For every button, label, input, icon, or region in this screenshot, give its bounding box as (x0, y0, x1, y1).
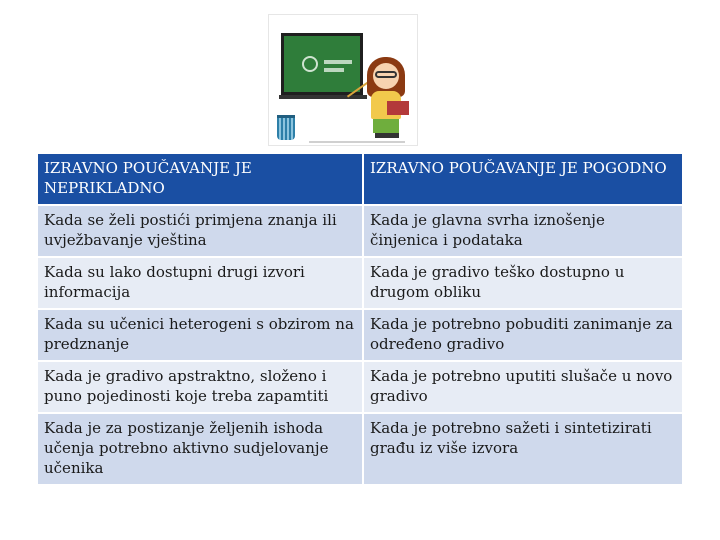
cell-suitable: Kada je potrebno uputiti slušače u novo gradivo (364, 362, 682, 412)
cell-suitable: Kada je gradivo teško dostupno u drugom obliku (364, 258, 682, 308)
illustration-caption (309, 141, 405, 143)
table-header-row (38, 154, 682, 204)
table-row (38, 206, 682, 256)
cell-unsuitable: Kada se želi postići primjena znanja ili uvježbavanje vještina (38, 206, 362, 256)
cell-suitable: Kada je potrebno sažeti i sintetizirati građu iz više izvora (364, 414, 682, 484)
teacher-glasses (375, 71, 397, 78)
cell-unsuitable: Kada je gradivo apstraktno, složeno i puno pojedinosti koje treba zapamtiti (38, 362, 362, 412)
board-logo-icon (302, 56, 318, 72)
board-tray (279, 95, 367, 99)
header-unsuitable: IZRAVNO POUČAVANJE JE NEPRIKLADNO (38, 154, 362, 204)
teacher-illustration (268, 14, 418, 146)
cell-unsuitable: Kada je za postizanje željenih ishoda učenja potrebno aktivno sudjelovanje učenika (38, 414, 362, 484)
table-row (38, 258, 682, 308)
cell-unsuitable: Kada su učenici heterogeni s obzirom na predznanje (38, 310, 362, 360)
blackboard (281, 33, 363, 95)
header-suitable: IZRAVNO POUČAVANJE JE POGODNO (364, 154, 682, 204)
cell-suitable: Kada je glavna svrha iznošenje činjenica i podataka (364, 206, 682, 256)
teacher-skirt (373, 119, 399, 133)
cell-unsuitable: Kada su lako dostupni drugi izvori informacija (38, 258, 362, 308)
comparison-table (36, 152, 684, 486)
cell-suitable: Kada je potrebno pobuditi zanimanje za određeno gradivo (364, 310, 682, 360)
teacher-shoes (375, 133, 399, 138)
wastebasket-icon (277, 115, 295, 140)
table-row (38, 362, 682, 412)
book-icon (387, 101, 409, 115)
table-row (38, 310, 682, 360)
table-row (38, 414, 682, 484)
